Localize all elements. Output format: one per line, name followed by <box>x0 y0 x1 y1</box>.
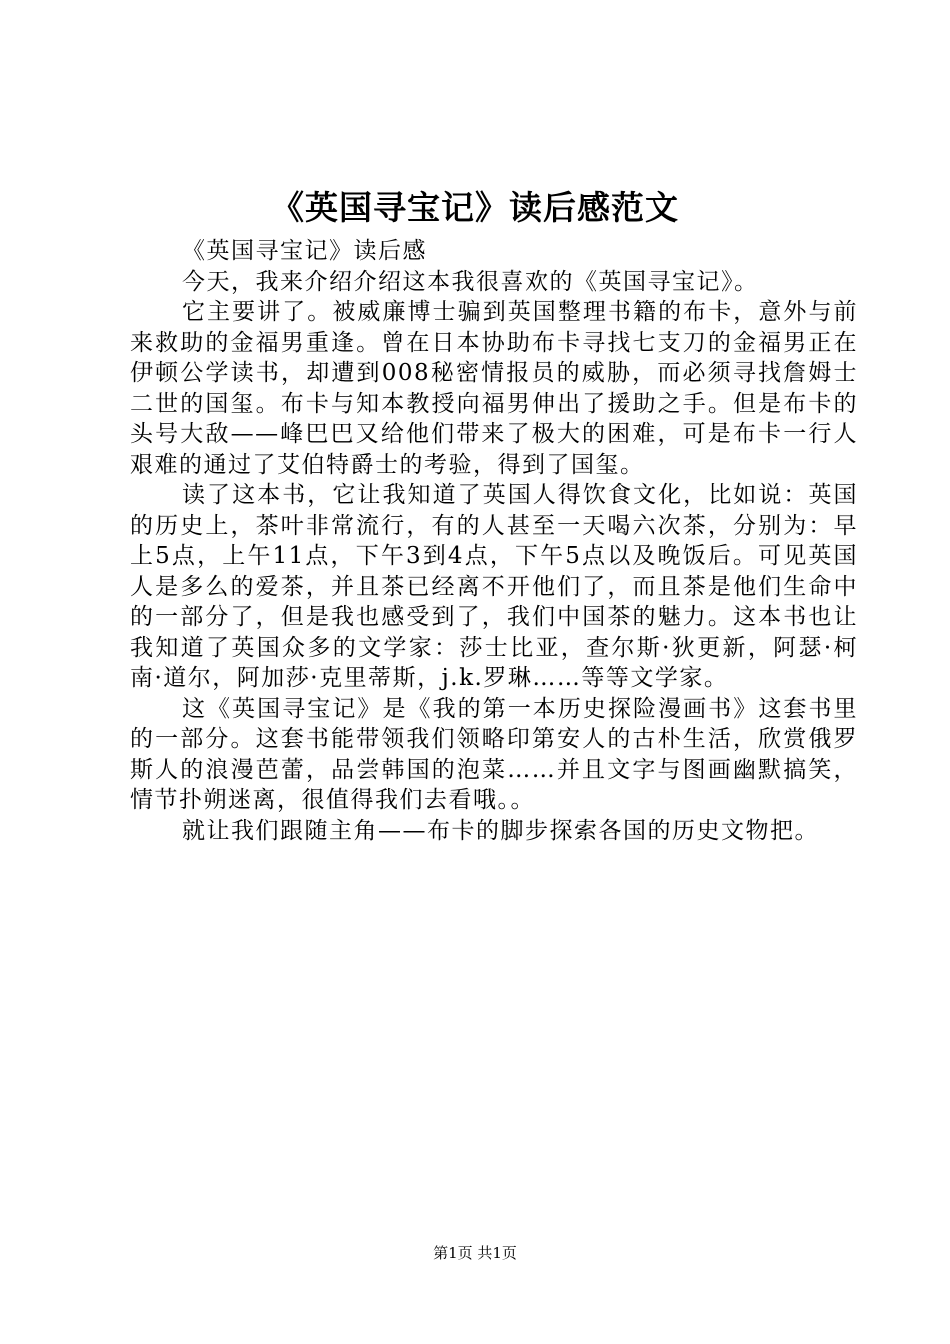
paragraph-culture: 读了这本书，它让我知道了英国人得饮食文化，比如说：英国的历史上，茶叶非常流行，有的人甚至一天喝六次茶，分别为：早上5点，上午11点，下午3到4点，下午5点以及晚饭后。可见英国人是多么的爱茶，并且茶已经离不开他们了，而且茶是他们生命中的一部分了，但是我也感受到了，我们中国茶的魅力。这本书也让我知道了英国众多的文学家：莎士比亚，查尔斯·狄更新，阿瑟·柯南·道尔，阿加莎·克里蒂斯，j.k.罗琳……等等文学家。 <box>130 482 858 691</box>
paragraph-series: 这《英国寻宝记》是《我的第一本历史探险漫画书》这套书里的一部分。这套书能带领我们领略印第安人的古朴生活，欣赏俄罗斯人的浪漫芭蕾，品尝韩国的泡菜……并且文字与图画幽默搞笑，情节扑朔迷离，很值得我们去看哦。。 <box>130 695 858 813</box>
page-number-footer: 第1页 共1页 <box>433 1244 517 1262</box>
paragraph-subtitle: 《英国寻宝记》读后感 <box>182 238 427 264</box>
paragraph-summary: 它主要讲了。被威廉博士骗到英国整理书籍的布卡，意外与前来救助的金福男重逢。曾在日本协助布卡寻找七支刀的金福男正在伊顿公学读书，却遭到008秘密情报员的威胁，而必须寻找詹姆士二世的国玺。布卡与知本教授向福男伸出了援助之手。但是布卡的头号大敌——峰巴巴又给他们带来了极大的困难，可是布卡一行人艰难的通过了艾伯特爵士的考验，得到了国玺。 <box>130 299 858 478</box>
document-title: 《英国寻宝记》读后感范文 <box>271 188 679 227</box>
document-body <box>130 236 858 846</box>
paragraph-closing: 就让我们跟随主角——布卡的脚步探索各国的历史文物把。 <box>182 817 819 844</box>
paragraph-intro: 今天，我来介绍介绍这本我很喜欢的《英国寻宝记》。 <box>182 268 759 295</box>
